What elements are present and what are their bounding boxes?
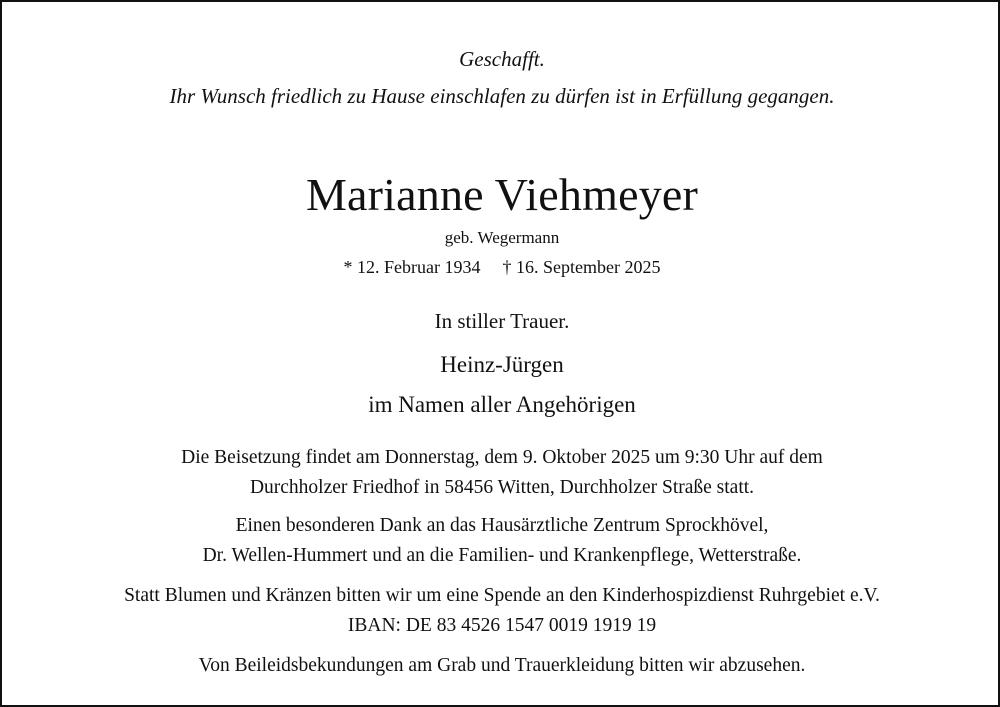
quote-line-2: Ihr Wunsch friedlich zu Hause einschlafen zu dürfen ist in Erfüllung gegangen. bbox=[169, 84, 835, 108]
death-date: † 16. September 2025 bbox=[502, 257, 661, 277]
family-note: im Namen aller Angehörigen bbox=[368, 392, 636, 417]
quote-line-1: Geschafft. bbox=[459, 47, 545, 71]
thanks-line-1: Einen besonderen Dank an das Hausärztliche Zentrum Sprockhövel, bbox=[235, 515, 769, 536]
donation-line: Statt Blumen und Kränzen bitten wir um eine Spende an den Kinderhospizdienst Ruhrgebiet e.V. bbox=[124, 585, 880, 606]
life-dates bbox=[2, 257, 1000, 278]
thanks-line-2: Dr. Wellen-Hummert und an die Familien- und Krankenpflege, Wetterstraße. bbox=[202, 545, 802, 566]
burial-line-1: Die Beisetzung findet am Donnerstag, dem 9. Oktober 2025 um 9:30 Uhr auf dem bbox=[181, 447, 823, 468]
deceased-name: Marianne Viehmeyer bbox=[305, 169, 699, 220]
family-name: Heinz-Jürgen bbox=[440, 352, 564, 377]
mourning-intro: In stiller Trauer. bbox=[434, 309, 570, 333]
maiden-name: geb. Wegermann bbox=[444, 228, 560, 247]
closing-note: Von Beileidsbekundungen am Grab und Trauerkleidung bitten wir abzusehen. bbox=[198, 655, 806, 676]
birth-date: * 12. Februar 1934 bbox=[343, 257, 481, 277]
donation-iban: IBAN: DE 83 4526 1547 0019 1919 19 bbox=[347, 615, 657, 636]
burial-line-2: Durchholzer Friedhof in 58456 Witten, Durchholzer Straße statt. bbox=[249, 477, 755, 498]
